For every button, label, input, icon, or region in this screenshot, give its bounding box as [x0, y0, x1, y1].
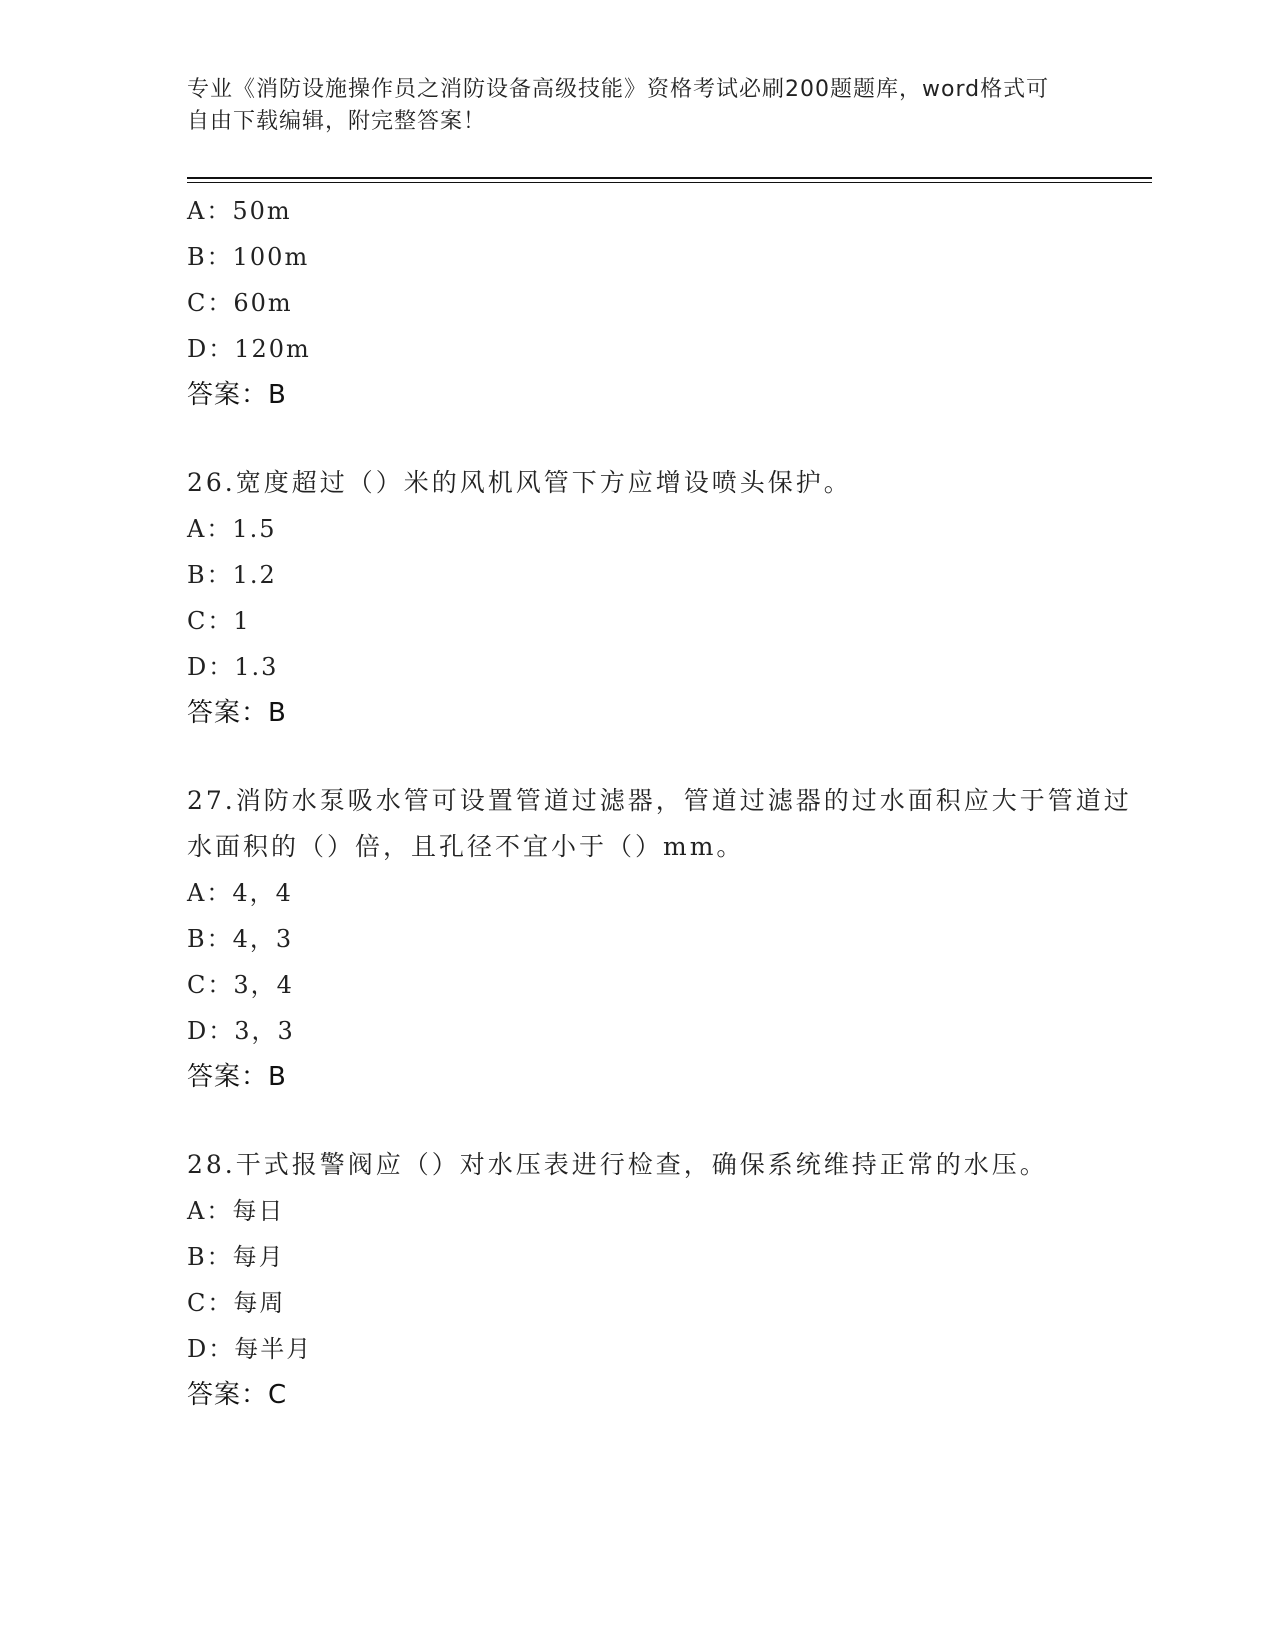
answer-label: 答案：B	[187, 380, 287, 410]
option-b: B：1.2	[187, 561, 277, 589]
option-b: B：100m	[187, 243, 310, 271]
question-list	[187, 188, 1152, 1418]
question-28-block	[187, 1142, 1152, 1418]
option-a: A：50m	[187, 197, 292, 225]
answer-label: 答案：B	[187, 698, 287, 728]
option-c: C：3，4	[187, 971, 294, 999]
question-25-block	[187, 188, 1152, 418]
question-text: 27.消防水泵吸水管可设置管道过滤器，管道过滤器的过水面积应大于管道过水面积的（）倍，且孔径不宜小于（）mm。	[187, 786, 1132, 861]
option-d: D：1.3	[187, 653, 279, 681]
header-rule-thick	[187, 177, 1152, 179]
answer-label: 答案：B	[187, 1062, 287, 1092]
header-rule-thin	[187, 182, 1152, 183]
option-d: D：每半月	[187, 1335, 313, 1363]
question-text: 28.干式报警阀应（）对水压表进行检查，确保系统维持正常的水压。	[187, 1150, 1048, 1179]
option-b: B：每月	[187, 1243, 285, 1271]
option-a: A：每日	[187, 1197, 285, 1225]
option-d: D：120m	[187, 335, 311, 363]
document-header: 专业《消防设施操作员之消防设备高级技能》资格考试必刷200题题库，word格式可自由下载编辑，附完整答案！	[187, 77, 1050, 134]
option-c: C：1	[187, 607, 251, 635]
option-c: C：每周	[187, 1289, 286, 1317]
question-27-block	[187, 778, 1152, 1100]
answer-label: 答案：C	[187, 1380, 288, 1410]
question-text: 26.宽度超过（）米的风机风管下方应增设喷头保护。	[187, 468, 852, 497]
option-b: B：4，3	[187, 925, 294, 953]
option-a: A：4，4	[187, 879, 293, 907]
question-26-block	[187, 460, 1152, 736]
option-a: A：1.5	[187, 515, 277, 543]
option-c: C：60m	[187, 289, 293, 317]
option-d: D：3，3	[187, 1017, 295, 1045]
